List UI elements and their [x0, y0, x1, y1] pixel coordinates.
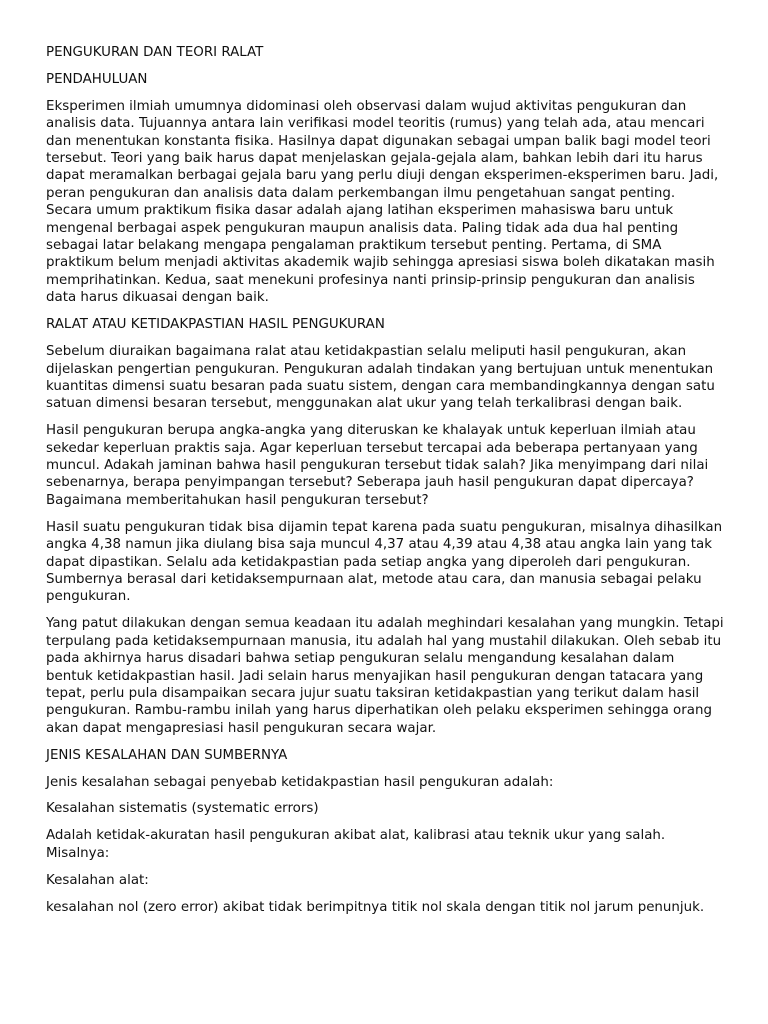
- paragraph-ralat-3: Hasil suatu pengukuran tidak bisa dijamin tepat karena pada suatu pengukuran, misalnya dihasilkan angka 4,38 namun jika diulang bisa saja muncul 4,37 atau 4,39 atau 4,38 atau angka lain yang tak dapat dipastikan. Selalu ada ketidakpastian pada setiap angka yang diperoleh dari pengukuran. Sumbernya berasal dari ketidaksempurnaan alat, metode atau cara, dan manusia sebagai pelaku pengukuran.: [46, 519, 723, 605]
- paragraph-jenis-3: Adalah ketidak-akuratan hasil pengukuran akibat alat, kalibrasi atau teknik ukur yang salah. Misalnya:: [46, 828, 666, 861]
- paragraph-jenis-1: Jenis kesalahan sebagai penyebab ketidakpastian hasil pengukuran adalah:: [46, 774, 554, 790]
- section-heading-pendahuluan: PENDAHULUAN: [46, 71, 148, 87]
- paragraph-kesalahan-alat: Kesalahan alat:: [46, 872, 149, 888]
- section-heading-jenis-kesalahan: JENIS KESALAHAN DAN SUMBERNYA: [46, 747, 288, 763]
- paragraph-jenis-5: kesalahan nol (zero error) akibat tidak berimpitnya titik nol skala dengan titik nol jarum penunjuk.: [46, 899, 705, 915]
- paragraph-introduction: Eksperimen ilmiah umumnya didominasi oleh observasi dalam wujud aktivitas pengukuran dan analisis data. Tujuannya antara lain verifikasi model teoritis (rumus) yang telah ada, atau mencari dan menentukan konstanta fisika. Hasilnya dapat digunakan sebagai umpan balik bagi model teori tersebut. Teori yang baik harus dapat menjelaskan gejala-gejala alam, bahkan lebih dari itu harus dapat meramalkan berbagai gejala baru yang perlu diuji dengan eksperimen-eksperimen baru. Jadi, peran pengukuran dan analisis data dalam perkembangan ilmu pengetahuan sangat penting. Secara umum praktikum fisika dasar adalah ajang latihan eksperimen mahasiswa baru untuk mengenal berbagai aspek pengukuran maupun analisis data. Paling tidak ada dua hal penting sebagai latar belakang mengapa pengalaman praktikum tersebut penting. Pertama, di SMA praktikum belum menjadi aktivitas akademik wajib sehingga apresiasi siswa boleh dikatakan masih memprihatinkan. Kedua, saat menekuni profesinya nanti prinsip-prinsip pengukuran dan analisis data harus dikuasai dengan baik.: [46, 98, 719, 306]
- paragraph-kesalahan-sistematis: Kesalahan sistematis (systematic errors): [46, 801, 319, 817]
- paragraph-ralat-1: Sebelum diuraikan bagaimana ralat atau ketidakpastian selalu meliputi hasil pengukuran, akan dijelaskan pengertian pengukuran. Pengukuran adalah tindakan yang bertujuan untuk menentukan kuantitas dimensi suatu besaran pada suatu sistem, dengan cara membandingkannya dengan satu satuan dimensi besaran tersebut, menggunakan alat ukur yang telah terkalibrasi dengan baik.: [46, 344, 715, 412]
- paragraph-ralat-4: Yang patut dilakukan dengan semua keadaan itu adalah meghindari kesalahan yang mungkin. Tetapi terpulang pada ketidaksempurnaan manusia, itu adalah hal yang mustahil dilakukan. Oleh sebab itu pada akhirnya harus disadari bahwa setiap pengukuran selalu mengandung kesalahan dalam bentuk ketidakpastian hasil. Jadi selain harus menyajikan hasil pengukuran dengan tatacara yang tepat, perlu pula disampaikan secara jujur suatu taksiran ketidakpastian yang terikut dalam hasil pengukuran. Rambu-rambu inilah yang harus diperhatikan oleh pelaku eksperimen sehingga orang akan dapat mengapresiasi hasil pengukuran secara wajar.: [46, 616, 724, 736]
- document-title: PENGUKURAN DAN TEORI RALAT: [46, 45, 264, 60]
- paragraph-ralat-2: Hasil pengukuran berupa angka-angka yang diteruskan ke khalayak untuk keperluan ilmiah atau sekedar keperluan praktis saja. Agar keperluan tersebut tercapai ada beberapa pertanyaan yang muncul. Adakah jaminan bahwa hasil pengukuran tersebut tidak salah? Jika menyimpang dari nilai sebenarnya, berapa penyimpangan tersebut? Seberapa jauh hasil pengukuran dapat dipercaya? Bagaimana memberitahukan hasil pengukuran tersebut?: [46, 423, 709, 508]
- section-heading-ralat: RALAT ATAU KETIDAKPASTIAN HASIL PENGUKURAN: [46, 317, 385, 333]
